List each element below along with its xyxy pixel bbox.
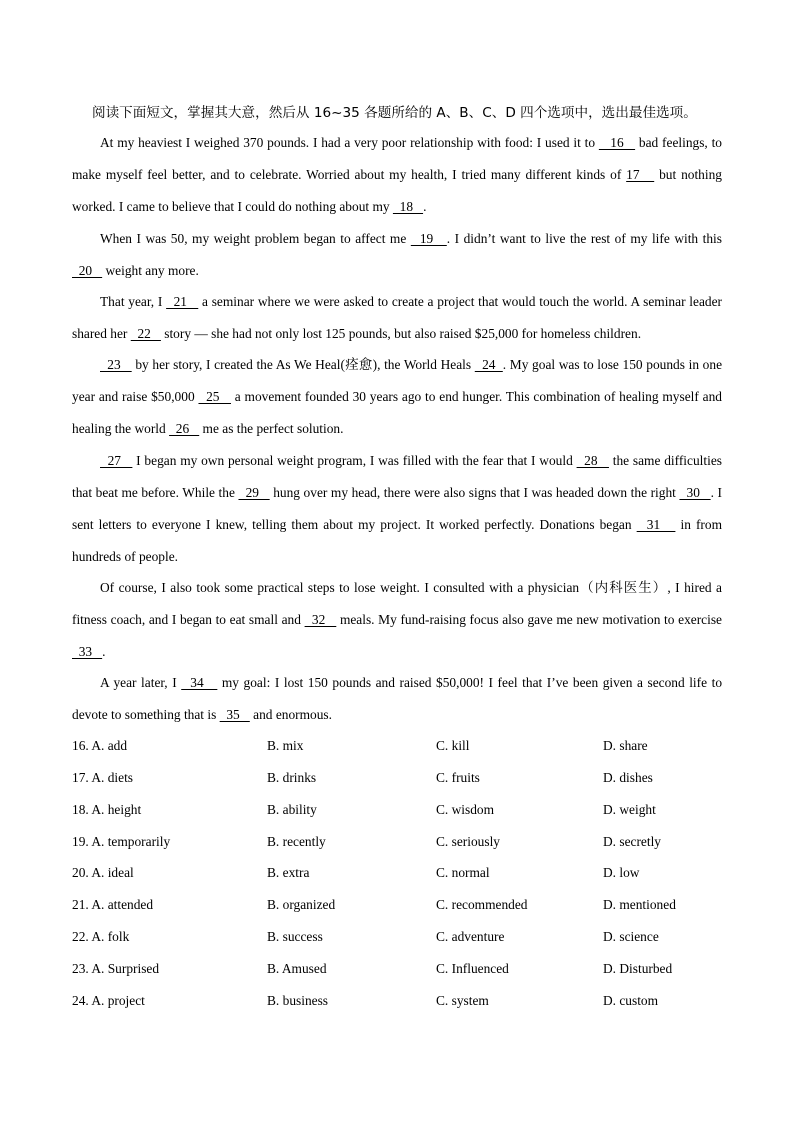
option-a: 17. A. diets (72, 769, 134, 785)
option-c: C. seriously (436, 833, 500, 849)
answer-blank: 25 (198, 388, 231, 404)
paragraph-4 (72, 349, 722, 445)
text-segment: hung over my head, there were also signs that I was headed down the right (269, 484, 680, 500)
answer-blank: 17 (626, 166, 655, 182)
text-segment: in from hundreds of people. (72, 516, 722, 564)
option-d: D. Disturbed (603, 960, 673, 976)
text-segment: Of course, I also took some practical steps to lose weight. I consulted with a physician（内科医生）, I hired a fitness coach, and I began to eat small and (72, 580, 722, 627)
option-a: 20. A. ideal (72, 865, 134, 881)
option-c: C. normal (436, 865, 490, 881)
text-segment: a movement founded 30 years ago to end hunger. This combination of healing myself and healing the world (72, 388, 722, 436)
text-segment: . My goal was to lose 150 pounds in one year and raise $50,000 (72, 357, 723, 404)
option-b: B. success (267, 929, 323, 945)
answer-blank: 20 (72, 262, 103, 278)
option-d: D. low (603, 865, 640, 881)
answer-blank: 18 (392, 198, 424, 214)
option-a: 16. A. add (72, 738, 128, 753)
paragraph-3 (72, 286, 722, 350)
text-segment: . (423, 198, 427, 214)
text-segment: That year, I (100, 294, 167, 309)
text-segment: . I sent letters to everyone I knew, telling them about my project. It worked perfectly. Donations began (72, 484, 722, 532)
answer-blank: 30 (679, 484, 711, 500)
answer-blank: 33 (72, 643, 103, 659)
option-a: 22. A. folk (72, 929, 130, 945)
text-segment: When I was 50, my weight problem began to affect me (100, 231, 411, 246)
answer-blank: 21 (166, 294, 199, 309)
option-b: B. ability (267, 801, 317, 817)
text-segment: weight any more. (102, 262, 199, 278)
option-c: C. recommended (436, 897, 528, 913)
option-a: 21. A. attended (72, 897, 154, 913)
option-b: B. mix (267, 738, 304, 753)
text-segment: meals. My fund-raising focus also gave me new motivation to exercise (336, 611, 722, 627)
option-b: B. organized (267, 897, 336, 913)
text-segment: and enormous. (249, 706, 332, 722)
option-c: C. Influenced (436, 960, 509, 976)
option-b: B. drinks (267, 769, 317, 785)
option-c: C. adventure (436, 929, 505, 945)
answer-blank: 35 (219, 706, 250, 722)
text-segment: me as the perfect solution. (199, 420, 344, 436)
option-a: 23. A. Surprised (72, 960, 160, 976)
option-b: B. recently (267, 833, 326, 849)
option-c: C. fruits (436, 769, 480, 785)
option-c: C. kill (436, 738, 470, 753)
option-d: D. custom (603, 992, 659, 1008)
option-d: D. share (603, 738, 648, 753)
paragraph-1 (72, 127, 722, 223)
text-segment: a seminar where we were asked to create a project that would touch the world. A seminar leader shared her (72, 294, 722, 341)
answer-blank: 31 (636, 516, 676, 532)
paragraph-5 (72, 445, 722, 572)
text-segment: I began my own personal weight program, I was filled with the fear that I would (132, 453, 577, 468)
text-segment: story — she had not only lost 125 pounds, but also raised $25,000 for homeless children. (160, 325, 642, 341)
answer-blank: 26 (169, 420, 200, 436)
option-d: D. mentioned (603, 897, 676, 913)
text-segment: the same difficulties that beat me before. While the (72, 453, 722, 500)
option-d: D. weight (603, 801, 656, 817)
option-b: B. business (267, 992, 329, 1008)
text-segment: . (102, 643, 106, 659)
text-segment: but nothing worked. I came to believe that I could do nothing about my (72, 166, 722, 214)
paragraph-7 (72, 667, 722, 731)
text-segment: A year later, I (100, 675, 182, 690)
option-d: D. dishes (603, 769, 653, 785)
answer-blank: 34 (181, 675, 218, 690)
text-segment: . I didn’t want to live the rest of my life with this (446, 231, 722, 246)
answer-blank: 27 (100, 453, 133, 468)
option-b: B. extra (267, 865, 310, 881)
option-a: 18. A. height (72, 801, 142, 817)
answer-blank: 32 (304, 611, 337, 627)
option-a: 19. A. temporarily (72, 833, 171, 849)
option-d: D. science (603, 929, 659, 945)
answer-blank: 24 (474, 357, 503, 372)
option-a: 24. A. project (72, 992, 145, 1008)
answer-blank: 22 (130, 325, 161, 341)
answer-blank: 19 (410, 231, 447, 246)
option-d: D. secretly (603, 833, 662, 849)
text-segment: At my heaviest I weighed 370 pounds. I had a very poor relationship with food: I used it to (100, 135, 599, 150)
text-segment: bad feelings, to make myself feel better, and to celebrate. Worried about my health, I tried many different kinds of (72, 135, 722, 182)
paragraph-2 (72, 223, 722, 287)
option-c: C. system (436, 992, 489, 1008)
option-c: C. wisdom (436, 801, 495, 817)
answer-blank: 23 (100, 357, 132, 372)
text-segment: my goal: I lost 150 pounds and raised $50,000! I feel that I’ve been given a second life to devote to something that is (72, 675, 723, 722)
answer-blank: 29 (238, 484, 270, 500)
answer-blank: 16 (598, 135, 636, 150)
option-b: B. Amused (267, 960, 327, 976)
text-segment: by her story, I created the As We Heal(痊愈), the World Heals (131, 357, 475, 372)
paragraph-6 (72, 572, 722, 668)
answer-blank: 28 (576, 453, 609, 468)
instruction-text: 阅读下面短文，掌握其大意，然后从 16~35 各题所给的 A、B、C、D 四个选项中，选出最佳选项。 (92, 105, 697, 121)
